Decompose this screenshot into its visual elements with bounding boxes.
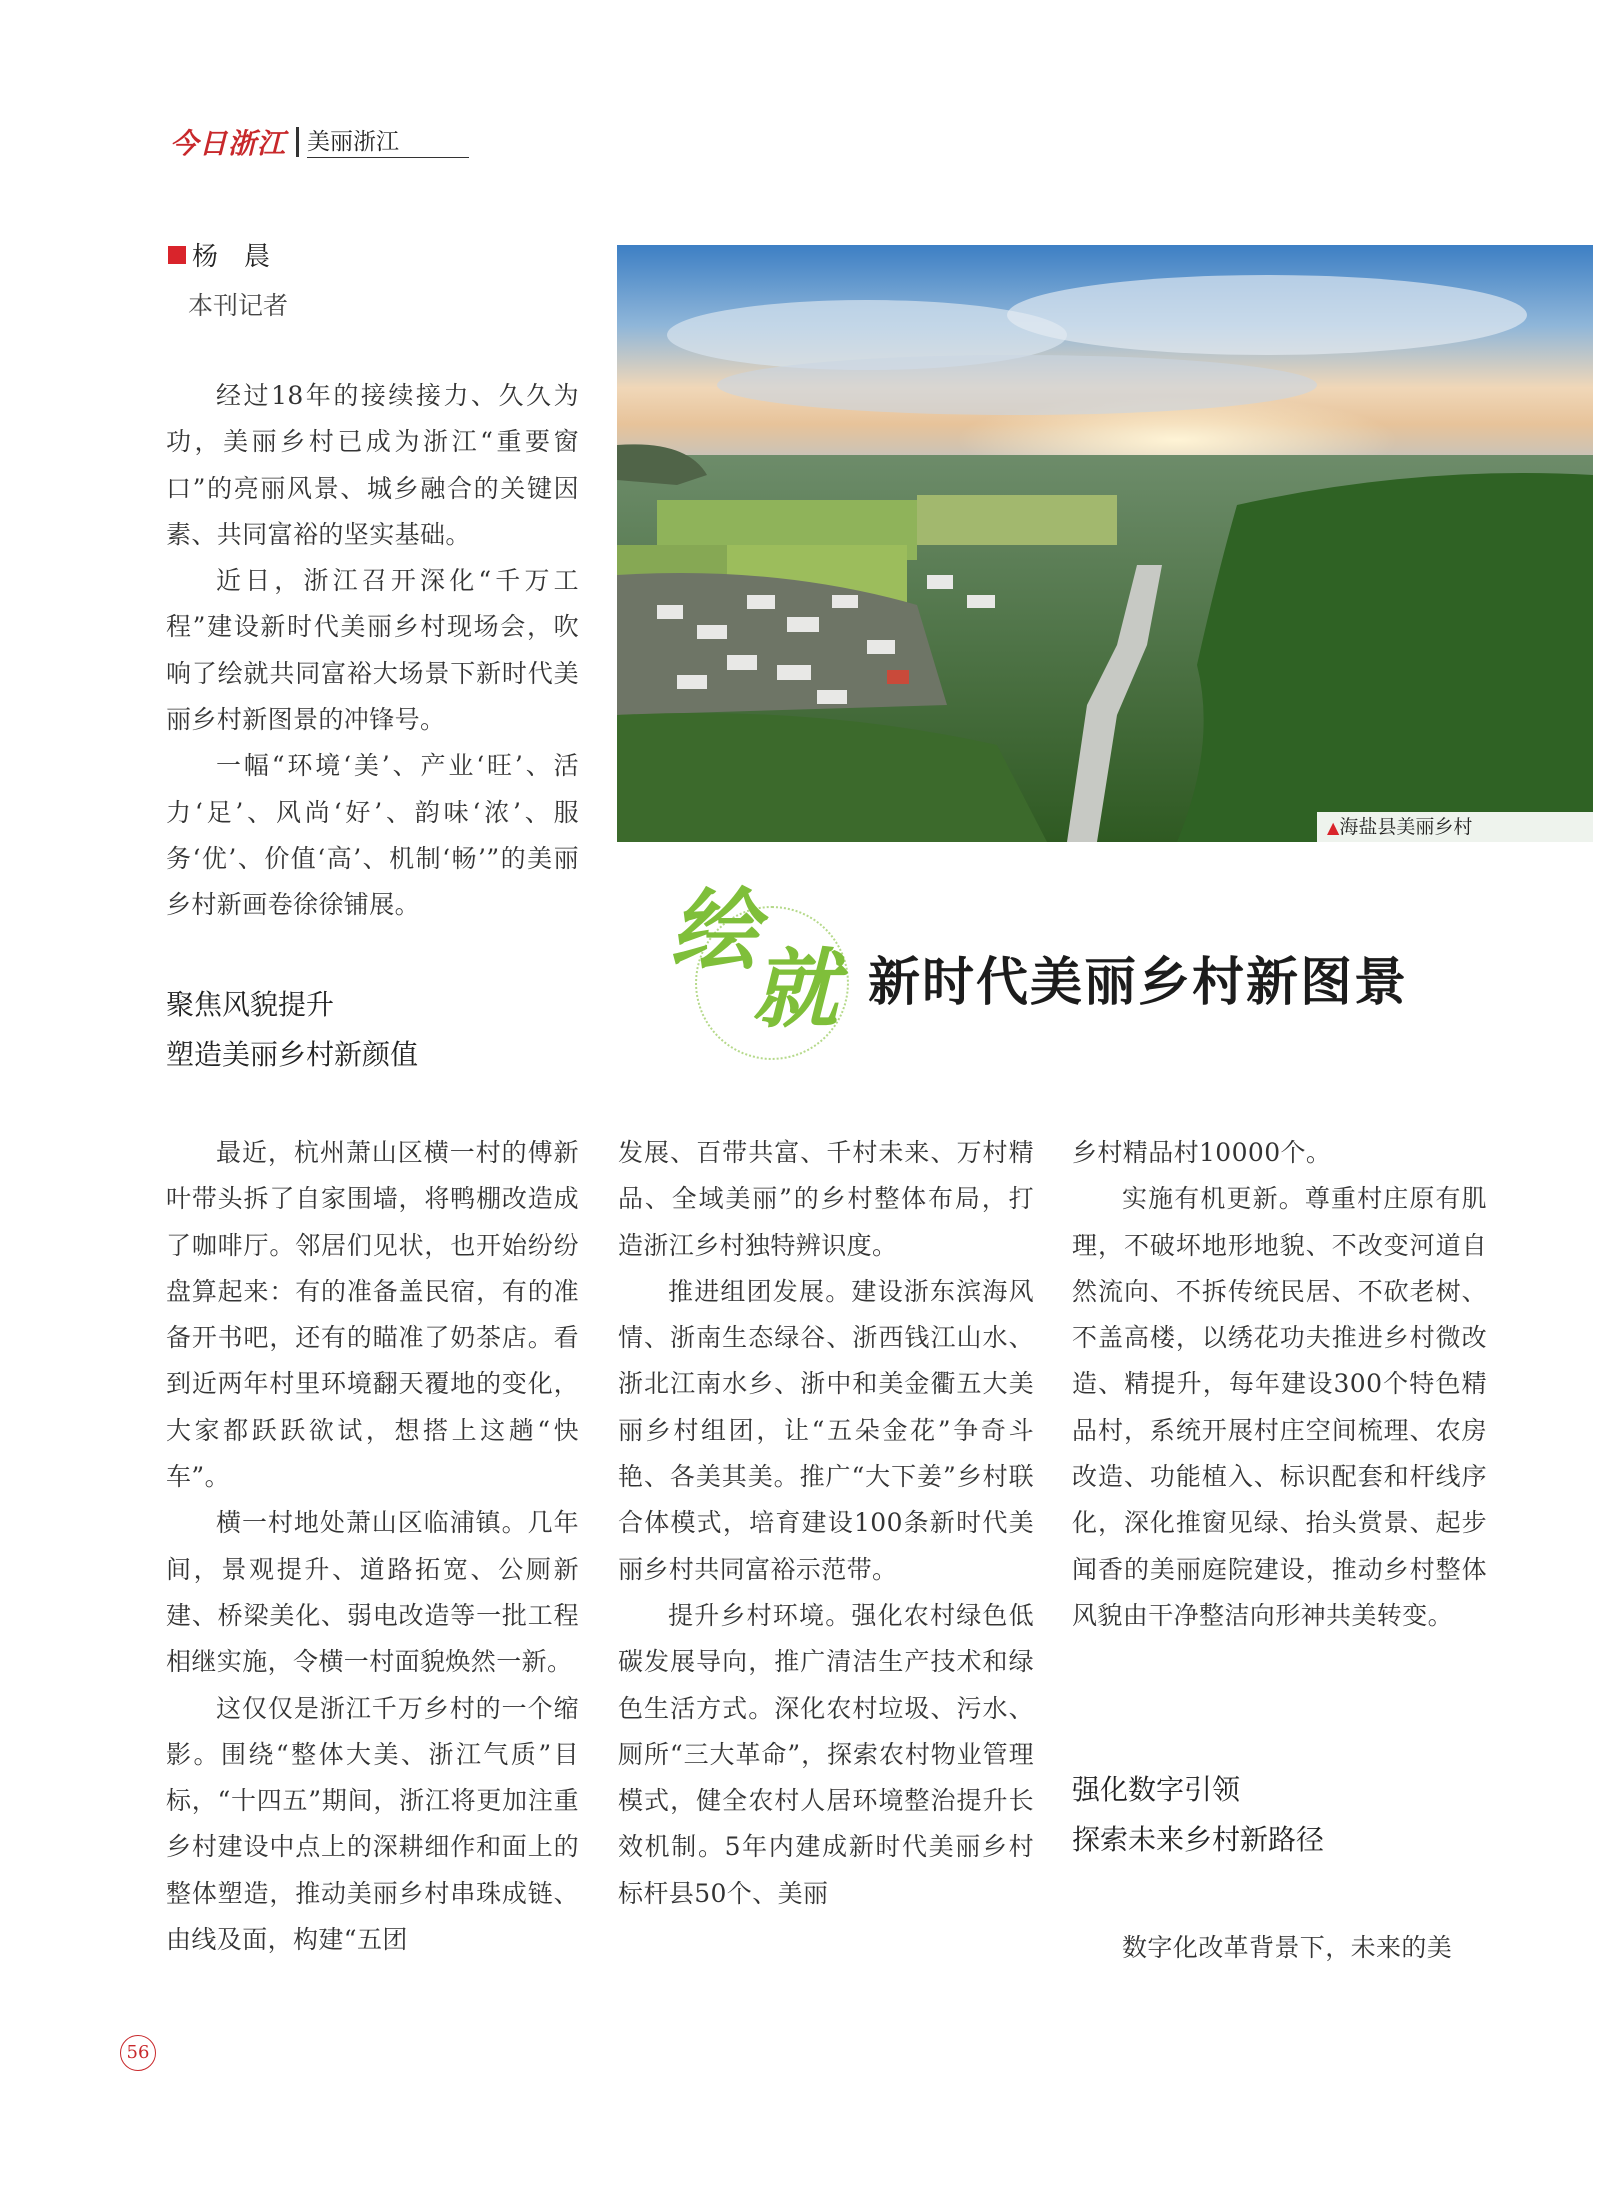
section-heading [166,980,418,1080]
body-paragraph: 横一村地处萧山区临浦镇。几年间，景观提升、道路拓宽、公厕新建、桥梁美化、弱电改造等一批工程相继实施，令横一村面貌焕然一新。 [166,1508,579,1677]
title-decorative-char: 就 [752,939,838,1040]
article-headline: 新时代美丽乡村新图景 [868,952,1409,1013]
body-paragraph: 提升乡村环境。强化农村绿色低碳发展导向，推广清洁生产技术和绿色生活方式。深化农村垃圾、污水、厕所“三大革命”，探索农村物业管理模式，健全农村人居环境整治提升长效机制。5年内建成新时代美丽乡村标杆县50个、美丽 [618,1600,1034,1908]
intro-paragraph: 一幅“环境‘美’、产业‘旺’、活力‘足’、风尚‘好’、韵味‘浓’、服务‘优’、价值‘高’、机制‘畅’”的美丽乡村新画卷徐徐铺展。 [166,751,579,920]
intro-text [166,373,579,929]
body-paragraph: 最近，杭州萧山区横一村的傅新叶带头拆了自家围墙，将鸭棚改造成了咖啡厅。邻居们见状，也开始纷纷盘算起来：有的准备盖民宿，有的准备开书吧，还有的瞄准了奶茶店。看到近两年村里环境翻天覆地的变化，大家都跃跃欲试，想搭上这趟“快车”。 [166,1138,579,1492]
byline [168,236,270,273]
masthead-divider [296,127,299,157]
masthead [170,122,469,162]
intro-paragraph: 近日，浙江召开深化“千万工程”建设新时代美丽乡村现场会，吹响了绘就共同富裕大场景下新时代美丽乡村新图景的冲锋号。 [166,566,579,735]
photo-caption [1317,812,1593,842]
section-heading-line: 塑造美丽乡村新颜值 [166,1038,419,1071]
intro-paragraph: 经过18年的接续接力、久久为功，美丽乡村已成为浙江“重要窗口”的亮丽风景、城乡融合的关键因素、共同富裕的坚实基础。 [166,381,579,549]
section-heading-line: 强化数字引领 [1072,1773,1241,1806]
section-heading [1072,1765,1324,1865]
body-column-3 [1072,1130,1487,1639]
title-decorative-char: 绘 [670,878,759,982]
section-heading-line: 探索未来乡村新路径 [1072,1823,1325,1856]
section-heading-line: 聚焦风貌提升 [166,988,335,1021]
body-paragraph: 这仅仅是浙江千万乡村的一个缩影。围绕“整体大美、浙江气质”目标，“十四五”期间，浙江将更加注重乡村建设中点上的深耕细作和面上的整体塑造，推动美丽乡村串珠成链、由线及面，构建“五团 [166,1693,579,1955]
body-paragraph: 乡村精品村10000个。 [1072,1138,1332,1167]
author-role: 本刊记者 [188,291,289,320]
body-paragraph: 发展、百带共富、千村未来、万村精品、全域美丽”的乡村整体布局，打造浙江乡村独特辨识度。 [618,1138,1034,1260]
brand-logo: 今日浙江 [170,127,287,160]
body-paragraph: 推进组团发展。建设浙东滨海风情、浙南生态绿谷、浙西钱江山水、浙北江南水乡、浙中和美金衢五大美丽乡村组团，让“五朵金花”争奇斗艳、各美其美。推广“大下姜”乡村联合体模式，培育建设100条新时代美丽乡村共同富裕示范带。 [618,1276,1034,1584]
caption-triangle-icon: ▲ [1327,818,1340,837]
byline-marker-icon [168,246,186,264]
photo-illustration [617,245,1593,842]
caption-text: 海盐县美丽乡村 [1339,816,1473,838]
author-name: 杨 晨 [192,242,271,272]
section-name: 美丽浙江 [307,127,469,158]
body-column-2 [618,1130,1034,1917]
title-decorative-word [670,878,838,1040]
village-aerial-photo [617,245,1593,842]
page-number: 56 [120,2035,156,2071]
body-paragraph: 实施有机更新。尊重村庄原有肌理，不破坏地形地貌、不改变河道自然流向、不拆传统民居、不砍老树、不盖高楼，以绣花功夫推进乡村微改造、精提升，每年建设300个特色精品村，系统开展村庄空间梳理、农房改造、功能植入、标识配套和杆线序化，深化推窗见绿、抬头赏景、起步闻香的美丽庭院建设，推动乡村整体风貌由干净整洁向形神共美转变。 [1072,1184,1487,1630]
body-paragraph: 数字化改革背景下，未来的美 [1122,1933,1453,1962]
body-column-3-tail [1072,1925,1487,1971]
body-column-1 [166,1130,579,1963]
